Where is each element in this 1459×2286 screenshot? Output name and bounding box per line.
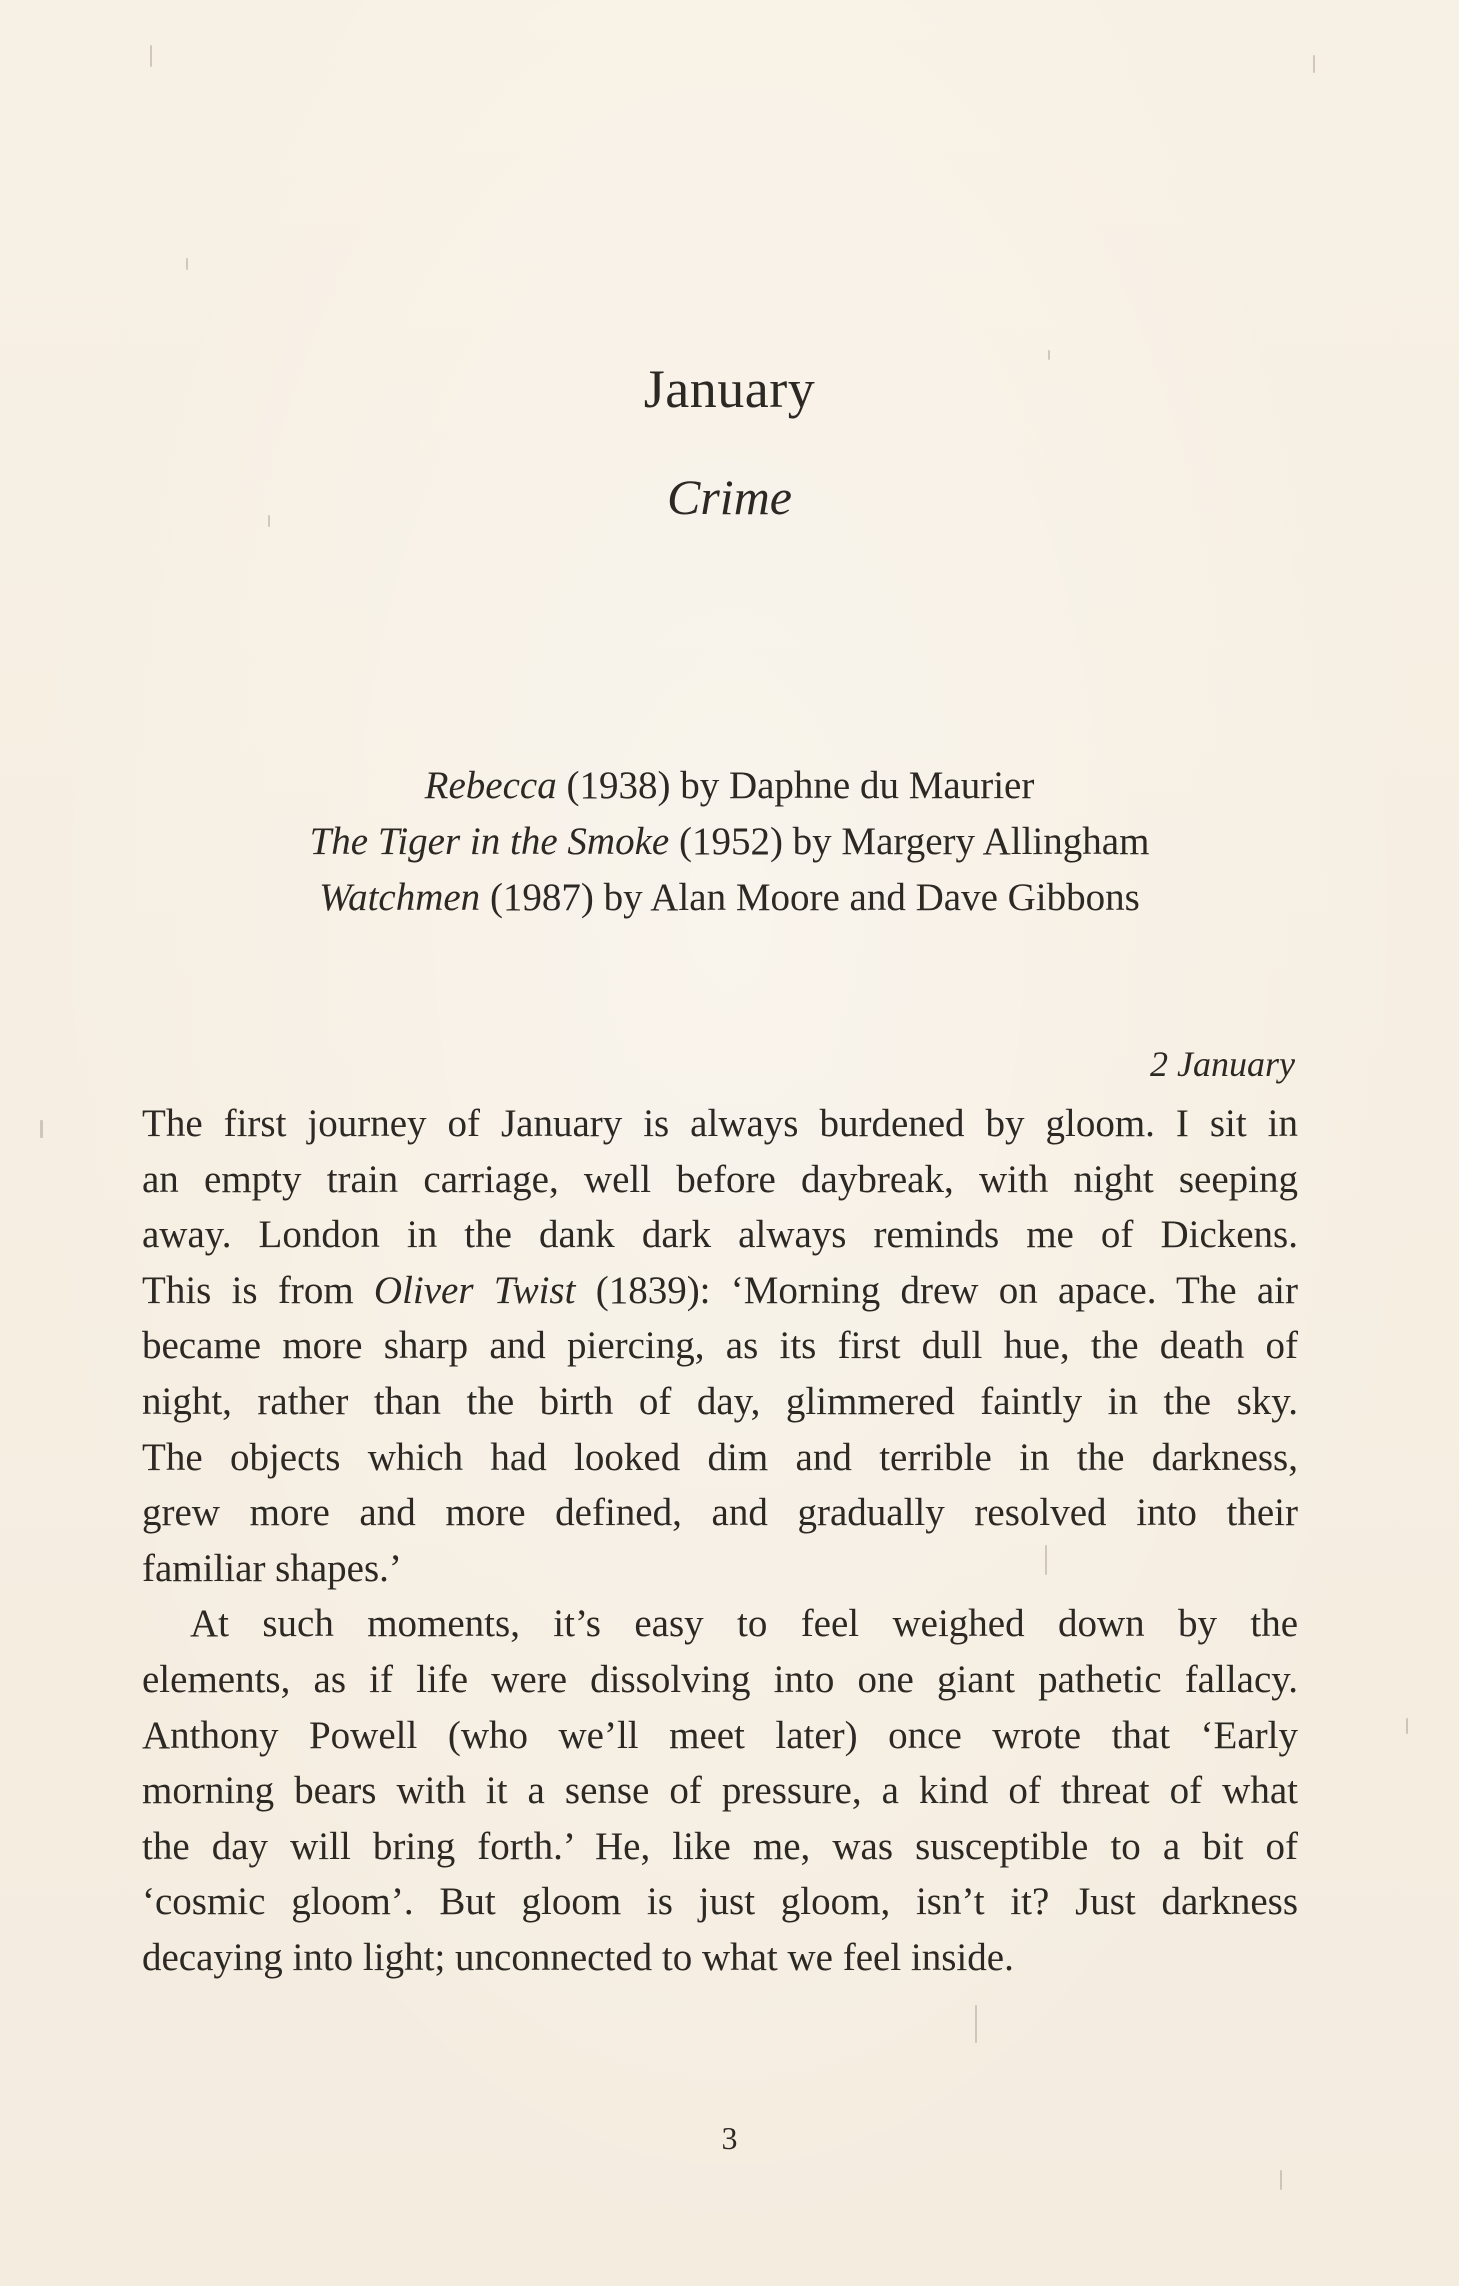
- text-line: At such moments, it’s easy to feel weighed down by the: [190, 1602, 1298, 1646]
- entry-date: 2 January: [1150, 1044, 1295, 1084]
- book-title: The Tiger in the Smoke: [309, 820, 670, 863]
- chapter-theme-heading: Crime: [667, 469, 792, 525]
- page-number: 3: [721, 2120, 738, 2156]
- paper-speck: [975, 2005, 977, 2043]
- featured-books-list: [0, 758, 1459, 926]
- text-line: away. London in the dank dark always reminds me of Dickens.: [142, 1213, 1298, 1257]
- entry-body: [142, 1096, 1298, 1986]
- text-fragment: This is from: [142, 1268, 374, 1312]
- paper-speck: [1313, 55, 1315, 73]
- book-entry: [0, 814, 1459, 870]
- inline-book-title: Oliver Twist: [373, 1268, 576, 1312]
- paper-speck: [1406, 1718, 1408, 1734]
- text-line: elements, as if life were dissolving into one giant pathetic fallacy.: [142, 1657, 1298, 1701]
- book-details: (1952) by Margery Allingham: [669, 820, 1150, 863]
- book-details: (1938) by Daphne du Maurier: [556, 764, 1035, 807]
- text-line: ‘cosmic gloom’. But gloom is just gloom, isn’t it? Just darkness: [142, 1880, 1298, 1924]
- paper-speck: [268, 515, 270, 527]
- text-line: night, rather than the birth of day, glimmered faintly in the sky.: [142, 1379, 1298, 1423]
- book-details: (1987) by Alan Moore and Dave Gibbons: [480, 876, 1140, 919]
- book-entry: [0, 870, 1459, 926]
- text-line: the day will bring forth.’ He, like me, was susceptible to a bit of: [142, 1824, 1298, 1868]
- book-title: Watchmen: [319, 876, 481, 919]
- paper-speck: [186, 258, 188, 270]
- book-entry: [0, 758, 1459, 814]
- paper-speck: [1048, 350, 1050, 360]
- text-line: The objects which had looked dim and terrible in the darkness,: [142, 1435, 1298, 1479]
- text-line: The first journey of January is always burdened by gloom. I sit in: [142, 1102, 1298, 1145]
- text-line: [142, 1263, 1298, 1319]
- text-line: morning bears with it a sense of pressure, a kind of threat of what: [142, 1769, 1298, 1813]
- paper-speck: [150, 45, 152, 67]
- text-line: familiar shapes.’: [142, 1546, 402, 1590]
- paper-speck: [1045, 1545, 1047, 1575]
- book-title: Rebecca: [424, 764, 557, 807]
- text-line: became more sharp and piercing, as its first dull hue, the death of: [142, 1324, 1298, 1368]
- text-line: an empty train carriage, well before daybreak, with night seeping: [142, 1157, 1298, 1201]
- text-line: grew more and more defined, and gradually resolved into their: [142, 1491, 1298, 1535]
- text-line: decaying into light; unconnected to what we feel inside.: [142, 1935, 1014, 1979]
- text-line: Anthony Powell (who we’ll meet later) once wrote that ‘Early: [142, 1713, 1298, 1757]
- paper-speck: [1280, 2170, 1282, 2190]
- text-fragment: (1839): ‘Morning drew on apace. The air: [575, 1268, 1298, 1312]
- chapter-month-heading: January: [643, 359, 816, 419]
- paper-speck: [40, 1120, 43, 1138]
